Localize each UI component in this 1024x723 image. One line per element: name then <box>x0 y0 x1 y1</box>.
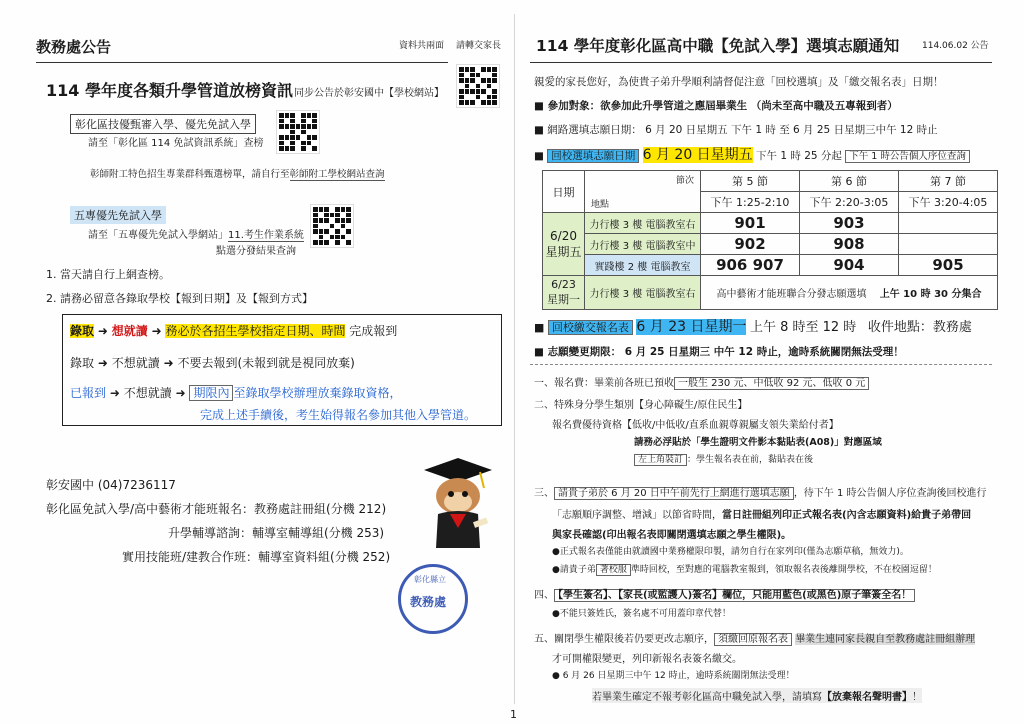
header-p7: 第 7 節 <box>898 171 997 192</box>
page-number: 1 <box>510 708 517 721</box>
not-want-label-2: 不想就讀 <box>123 386 172 400</box>
section-special-3: 請務必浮貼於「學生證明文件影本黏貼表(A08)」對應區域 <box>634 437 882 448</box>
arrow-right-icon: ➜ <box>97 324 112 338</box>
admit-label: 錄取 <box>70 324 95 338</box>
section-three-1 <box>534 484 987 499</box>
block1-text: 請至「彰化區 114 免試資訊系統」查榜 <box>88 138 264 149</box>
section-three-5 <box>552 562 937 575</box>
page-divider <box>514 14 515 704</box>
block2-text-pre: 請至「五專優先免試入學網站」 <box>88 230 228 241</box>
uniform-pre: ●請貴子弟 <box>552 565 596 575</box>
want-label: 想就讀 <box>111 324 148 338</box>
header-p6: 第 6 節 <box>799 171 898 192</box>
square-bullet-icon: ■ <box>534 346 548 358</box>
report-complete: 完成報到 <box>349 324 398 338</box>
return-original-box: 須繳回原報名表 <box>714 633 792 646</box>
weekday-fri: 星期五 <box>545 244 582 259</box>
section-four-2: ●不能只簽姓氏，簽名處不可用蓋印章代替！ <box>552 609 731 619</box>
table-cell: 906 907 <box>701 255 800 276</box>
arrow-right-icon: ➜ <box>109 386 124 400</box>
header-p6-time: 下午 2:20-3:05 <box>799 192 898 213</box>
schedule-table <box>542 170 998 310</box>
report-requirement: 務必於各招生學校指定日期、時間 <box>165 324 346 338</box>
location-2: 力行樓 3 樓 電腦教室中 <box>585 234 701 255</box>
fee-label: 一、報名費：畢業前各班已預收 <box>534 378 674 389</box>
graduate-mascot-icon <box>420 454 496 550</box>
assemble-time: 上午 10 時 30 分集合 <box>879 289 982 300</box>
date-cell-623 <box>543 276 585 310</box>
table-row <box>543 255 998 276</box>
uniform-text: 準時回校，至對應的電腦教室報到，領取報名表後離開學校，不在校園逗留！ <box>630 565 937 575</box>
right-title: 114 學年度彰化區高中職【免試入學】選填志願通知 <box>536 37 900 55</box>
contact-counseling: 升學輔導諮詢：輔導室輔導組(分機 253) <box>168 526 385 540</box>
left-heading: 教務處公告 <box>36 38 112 56</box>
section-special-2: 報名費優待資格【低收/中低收/直系血親尊親屬支領失業給付者】 <box>552 420 839 431</box>
list-item-1: 1. 當天請自行上網查榜。 <box>46 268 170 281</box>
section-three-num: 三、 <box>534 488 554 499</box>
bullet-online-dates <box>534 122 938 137</box>
location-4: 力行樓 3 樓 電腦教室右 <box>585 276 701 310</box>
weekday-mon: 星期一 <box>547 293 580 306</box>
not-want-label: 不想就讀 <box>111 356 160 370</box>
block1-extra <box>90 166 385 180</box>
change-deadline-text: 志願變更期限： 6 月 25 日星期三 中午 12 時止，逾時系統關閉無法受理！ <box>547 346 904 358</box>
table-row <box>543 171 998 192</box>
deadline-box: 期限內 <box>189 385 233 401</box>
table-cell: 901 <box>701 213 800 234</box>
square-bullet-icon: ■ <box>534 321 548 334</box>
note-two-sides: 資料共兩面 <box>399 41 445 51</box>
list-item-2: 2. 請務必留意各錄取學校【報到日期】及【報到方式】 <box>46 292 313 305</box>
section-special-4 <box>634 452 813 465</box>
table-cell <box>898 213 997 234</box>
arrow-right-icon: ➜ <box>163 356 178 370</box>
table-header-place: 地點 <box>591 200 610 210</box>
arrow-right-icon: ➜ <box>175 386 190 400</box>
give-up-form: 【放棄報名聲明書】 <box>822 692 912 703</box>
qr-code-icon[interactable] <box>310 204 354 248</box>
do-not-report: 不要去報到(未報到就是視同放棄) <box>177 356 355 370</box>
location-3: 實踐樓 2 樓 電腦教室 <box>585 255 701 276</box>
table-cell: 905 <box>898 255 997 276</box>
right-heading-rule <box>530 62 992 63</box>
left-title: 114 學年度各類升學管道放榜資訊 <box>46 81 293 100</box>
school-fill-date: 6 月 20 日星期五 <box>642 147 753 163</box>
contact-vocational: 實用技能班/建教合作班：輔導室資料組(分機 252) <box>122 550 391 564</box>
give-up-end: ！ <box>912 692 922 703</box>
in-person-note: 畢業生連同家長親自至教務處註冊組辦理 <box>795 634 976 645</box>
bullet-return-form <box>534 316 972 336</box>
box-row-3 <box>70 384 401 401</box>
square-bullet-icon: ■ <box>534 124 548 136</box>
section-divider <box>530 364 992 365</box>
rank-query-note: 下午 1 時公告個人序位查詢 <box>845 150 970 163</box>
admit-label-2: 錄取 <box>70 356 95 370</box>
section-three-2 <box>552 506 971 521</box>
section-special-1: 二、特殊身分學生類別【身心障礙生/原住民生】 <box>534 400 748 411</box>
online-first-text: ，待下午 1 時公告個人序位查詢後回校進行 <box>793 488 987 499</box>
block2-text-2: 點選分發結果查詢 <box>216 246 296 257</box>
contact-phone: 彰安國中 (04)7236117 <box>46 478 176 492</box>
give-up-text: 至錄取學校辦理放棄錄取資格， <box>233 386 402 400</box>
section-fee <box>534 374 869 389</box>
section-four-num: 四、 <box>534 590 554 601</box>
section-three-4: ●正式報名表僅能由就讀國中業務權限印製，請勿自行在家列印(僅為志願草稿，無效力)。 <box>552 547 909 557</box>
contact-registration: 彰化區免試入學/高中藝術才能班報名：教務處註冊組(分機 212) <box>46 502 387 516</box>
left-title-note: 同步公告於彰安國中【學校網站】 <box>294 88 444 99</box>
adjust-order-text: 「志願順序調整、增減」以節省時間， <box>552 510 722 521</box>
table-row <box>543 276 998 310</box>
section-five-2: 才可開權限變更，列印新報名表簽名繳交。 <box>552 654 742 665</box>
location-1: 力行樓 3 樓 電腦教室右 <box>585 213 701 234</box>
table-row <box>543 213 998 234</box>
block2-text <box>88 226 304 241</box>
box-row-2 <box>70 354 355 371</box>
qr-code-icon[interactable] <box>456 64 500 108</box>
return-form-place: 收件地點：教務處 <box>867 320 972 335</box>
block1-label: 彰化區技優甄審入學、優先免試入學 <box>70 114 256 134</box>
arrow-right-icon: ➜ <box>97 356 112 370</box>
header-p5: 第 5 節 <box>701 171 800 192</box>
box-row-3b: 完成上述手續後，考生始得報名參加其他入學管道。 <box>200 408 477 422</box>
date-620: 6/20 <box>550 228 577 243</box>
school-fill-time: 下午 1 時 25 分起 <box>756 150 842 162</box>
section-four-1 <box>534 586 915 601</box>
table-cell: 908 <box>799 234 898 255</box>
left-heading-rule <box>36 62 448 63</box>
date-623: 6/23 <box>551 278 576 291</box>
bullet-school-date <box>534 144 970 164</box>
seal-top-text: 彰化縣立 <box>414 575 446 584</box>
school-site-link[interactable]: 彰師附工學校網站查詢 <box>289 169 385 180</box>
online-dates-text: 網路選填志願日期： 6 月 20 日星期五 下午 1 時 至 6 月 25 日星期三中午 12 時止 <box>547 124 938 136</box>
arrow-right-icon: ➜ <box>151 324 166 338</box>
return-form-time: 上午 8 時至 12 時 <box>749 320 857 335</box>
intro-text: 親愛的家長您好，為使貴子弟升學順利請督促注意「回校選填」及「繳交報名表」日期！ <box>534 76 944 88</box>
return-form-label: 回校繳交報名表 <box>548 320 633 335</box>
table-header-date: 日期 <box>543 171 585 213</box>
table-cell: 904 <box>799 255 898 276</box>
square-bullet-icon: ■ <box>534 100 548 112</box>
header-p5-time: 下午 1:25-2:10 <box>701 192 800 213</box>
announce-date: 114.06.02 公告 <box>922 41 989 51</box>
section-five-1 <box>534 630 975 645</box>
qr-code-icon[interactable] <box>276 110 320 154</box>
table-header-diagonal <box>585 171 701 213</box>
section-five-4 <box>592 688 922 703</box>
print-form-text: 當日註冊組列印正式報名表(內含志願資料)給貴子弟帶回 <box>722 510 972 521</box>
table-cell-merged <box>701 276 998 310</box>
table-cell: 902 <box>701 234 800 255</box>
reported-label: 已報到 <box>70 386 107 400</box>
binding-box: 左上角裝訂 <box>634 454 687 466</box>
table-row <box>543 234 998 255</box>
binding-note: ：學生報名表在前，黏貼表在後 <box>687 455 814 465</box>
table-header-period: 節次 <box>675 176 694 186</box>
return-form-date: 6 月 23 日星期一 <box>636 319 747 335</box>
section-five-3: ● 6 月 26 日星期三中午 12 時止，逾時系統關閉無法受理！ <box>552 671 795 681</box>
bullet-eligibility <box>534 98 898 113</box>
give-up-pre: 若畢業生確定不報考彰化區高中職免試入學，請填寫 <box>592 692 822 703</box>
note-forward-parents: 請轉交家長 <box>456 41 502 51</box>
uniform-box: 著校服 <box>596 564 631 576</box>
eligibility-text: 參加對象：欲參加此升學管道之應屆畢業生 （尚未至高中職及五專報到者） <box>547 100 898 112</box>
header-p7-time: 下午 3:20-4:05 <box>898 192 997 213</box>
block1-extra-text: 彰師附工特色招生專業群科甄選榜單，請自行至 <box>90 169 290 180</box>
square-bullet-icon: ■ <box>534 150 548 162</box>
box-row-1 <box>70 322 397 339</box>
exam-system-link[interactable]: 11.考生作業系統 <box>228 230 304 241</box>
change-after-close-text: 五、關閉學生權限後若仍要更改志願序， <box>534 634 714 645</box>
block2-label: 五專優先免試入學 <box>70 206 166 224</box>
table-cell: 903 <box>799 213 898 234</box>
bullet-change-deadline <box>534 344 904 359</box>
date-cell-620 <box>543 213 585 276</box>
signature-rule-box: 【學生簽名】、【家長(或監護人)簽名】欄位，只能用藍色(或黑色)原子筆簽全名！ <box>554 589 915 602</box>
table-cell <box>898 234 997 255</box>
section-three-3: 與家長確認(印出報名表即關閉選填志願之學生權限)。 <box>552 530 792 541</box>
school-fill-label: 回校選填志願日期 <box>547 149 639 163</box>
seal-text: 教務處 <box>410 595 447 609</box>
fee-amounts: 一般生 230 元、中低收 92 元、低收 0 元 <box>674 377 869 390</box>
art-class-note: 高中藝術才能班聯合分發志願選填 <box>716 289 867 300</box>
online-first-box: 請貴子弟於 6 月 20 日中午前先行上網進行選填志願 <box>554 487 794 500</box>
